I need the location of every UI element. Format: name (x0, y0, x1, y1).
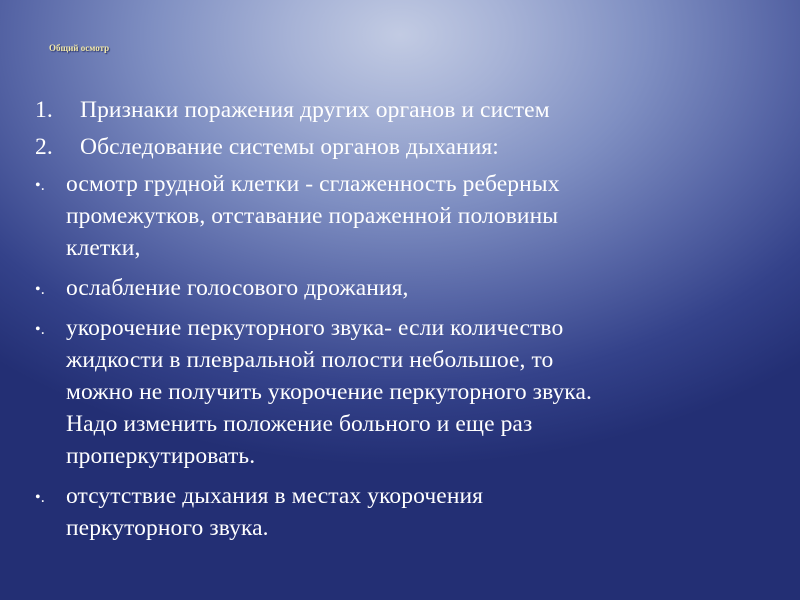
bullet-item-3 (35, 312, 785, 472)
slide-title: Общий осмотр (49, 43, 110, 53)
bullet-line: Надо изменить положение больного и еще раз (66, 411, 533, 437)
number-marker: 1. (35, 97, 53, 123)
bullet-line: можно не получить укорочение перкуторного звука. (66, 379, 592, 405)
bullet-item-2 (35, 272, 785, 304)
numbered-item-1 (35, 94, 785, 126)
bullet-marker: •. (35, 281, 45, 298)
bullet-line: ослабление голосового дрожания, (66, 275, 409, 301)
bullet-line: отсутствие дыхания в местах укорочения (66, 483, 484, 509)
bullet-line: проперкутировать. (66, 443, 256, 469)
bullet-marker: •. (35, 489, 45, 506)
numbered-item-text: Признаки поражения других органов и систем (80, 97, 550, 123)
numbered-item-2 (35, 131, 785, 163)
bullet-line: клетки, (66, 235, 141, 261)
slide-content (35, 94, 785, 552)
bullet-line: осмотр грудной клетки - сглаженность реберных (66, 171, 560, 197)
bullet-marker: •. (35, 321, 45, 338)
bullet-line: перкуторного звука. (66, 515, 269, 541)
bullet-line: промежутков, отставание пораженной половины (66, 203, 559, 229)
numbered-item-text: Обследование системы органов дыхания: (80, 134, 499, 160)
bullet-line: укорочение перкуторного звука- если количество (66, 315, 564, 341)
bullet-marker: •. (35, 177, 45, 194)
number-marker: 2. (35, 134, 53, 160)
bullet-item-1 (35, 168, 785, 264)
bullet-item-4 (35, 480, 785, 544)
bullet-line: жидкости в плевральной полости небольшое, то (66, 347, 554, 373)
